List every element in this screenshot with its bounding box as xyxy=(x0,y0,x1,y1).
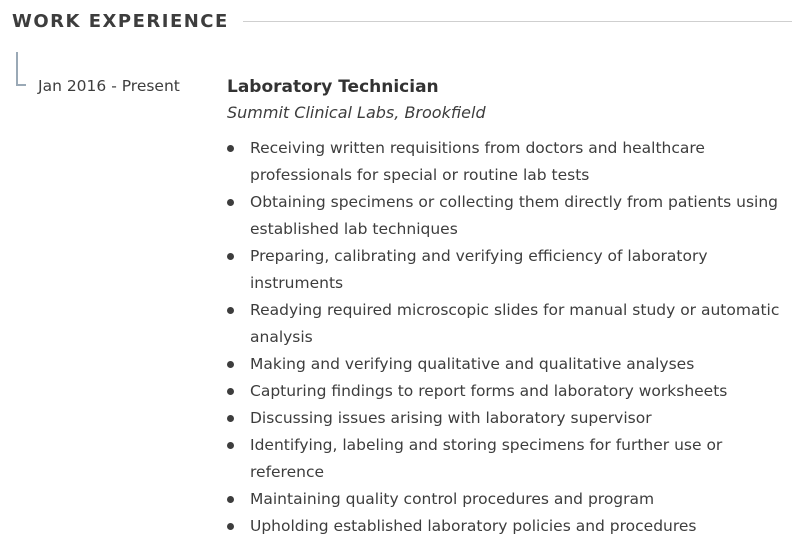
bullet-icon xyxy=(227,145,234,152)
bullet-icon xyxy=(227,496,234,503)
duty-item xyxy=(227,432,787,486)
bullet-icon xyxy=(227,199,234,206)
job-entry xyxy=(227,75,787,540)
duty-text: Preparing, calibrating and verifying efficiency of laboratory instruments xyxy=(250,247,708,292)
job-title: Laboratory Technician xyxy=(227,77,439,97)
bullet-icon xyxy=(227,307,234,314)
duty-item xyxy=(227,189,787,243)
bullet-icon xyxy=(227,415,234,422)
timeline-marker xyxy=(16,52,26,86)
duty-text: Capturing findings to report forms and laboratory worksheets xyxy=(250,382,728,400)
date-range: Jan 2016 - Present xyxy=(38,77,180,95)
bullet-icon xyxy=(227,388,234,395)
duty-text: Receiving written requisitions from doctors and healthcare professionals for special or routine lab tests xyxy=(250,139,705,184)
section-title: WORK EXPERIENCE xyxy=(12,10,229,32)
duty-text: Discussing issues arising with laboratory supervisor xyxy=(250,409,652,427)
duty-item xyxy=(227,486,787,513)
bullet-icon xyxy=(227,523,234,530)
duty-text: Identifying, labeling and storing specimens for further use or reference xyxy=(250,436,723,481)
duties-list xyxy=(227,135,787,540)
duty-item xyxy=(227,297,787,351)
duty-text: Readying required microscopic slides for manual study or automatic analysis xyxy=(250,301,780,346)
duty-text: Maintaining quality control procedures and program xyxy=(250,490,655,508)
duty-item xyxy=(227,513,787,540)
duty-text: Making and verifying qualitative and qualitative analyses xyxy=(250,355,695,373)
duty-item xyxy=(227,405,787,432)
duty-item xyxy=(227,378,787,405)
bullet-icon xyxy=(227,361,234,368)
duty-item xyxy=(227,351,787,378)
bullet-icon xyxy=(227,253,234,260)
section-header xyxy=(12,8,792,34)
duty-item xyxy=(227,243,787,297)
company-name: Summit Clinical Labs, Brookfield xyxy=(227,103,486,122)
bullet-icon xyxy=(227,442,234,449)
duty-text: Upholding established laboratory policies and procedures xyxy=(250,517,697,535)
duty-item xyxy=(227,135,787,189)
duty-text: Obtaining specimens or collecting them directly from patients using established lab techniques xyxy=(250,193,779,238)
section-divider xyxy=(243,21,792,22)
